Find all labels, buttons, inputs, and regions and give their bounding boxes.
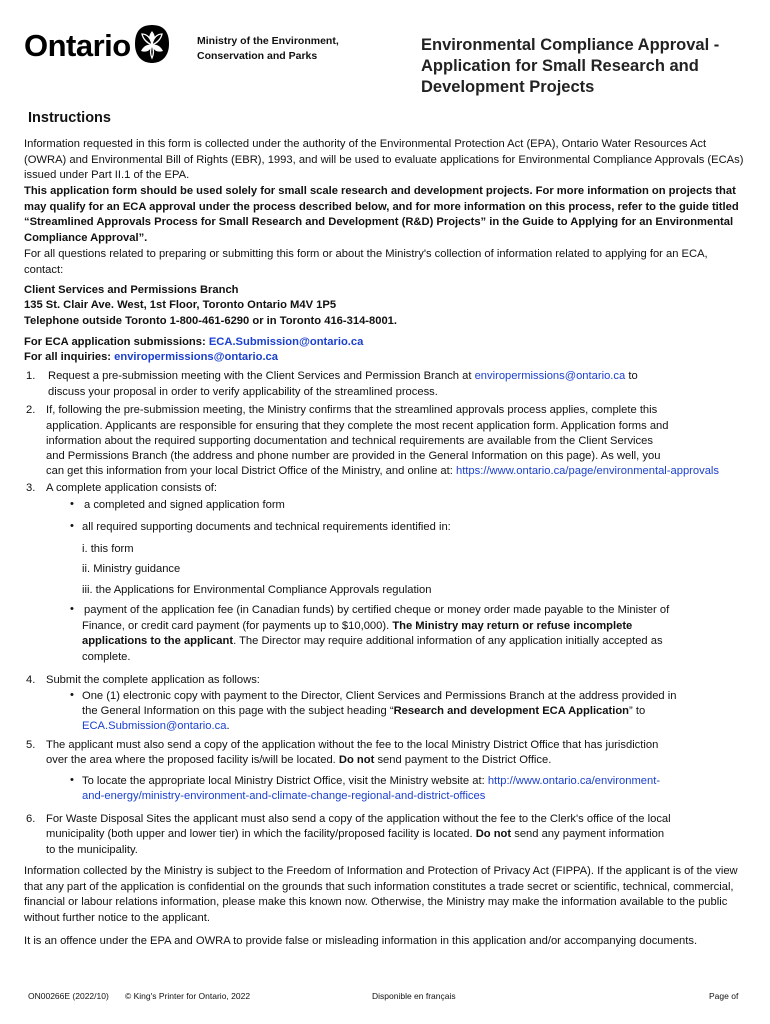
bullet-icon: • (70, 498, 74, 510)
submissions-email-link[interactable]: ECA.Submission@ontario.ca (208, 336, 364, 348)
page-title: Environmental Compliance Approval - Application for Small Research and Development Projects (421, 36, 720, 96)
step-3-intro: A complete application consists of: (46, 482, 218, 494)
submissions-line (24, 335, 363, 351)
step-4-bullet-line-2 (82, 704, 752, 720)
step-1-line-1 (48, 369, 748, 385)
bullet-icon: • (70, 774, 74, 786)
step-3-sub-i: i. this form (82, 543, 134, 555)
step-1-text-to: to (628, 370, 638, 382)
submissions-label: For ECA application submissions: (24, 336, 206, 348)
subject-heading: Research and development ECA Application (393, 705, 629, 717)
district-text-end: send payment to the District Office. (377, 754, 552, 766)
step-4-bullet-line-3 (82, 719, 230, 735)
step-5-line-1: The applicant must also send a copy of the application without the fee to the local Ministry District Office that has jurisdiction (46, 739, 659, 751)
waste-text: municipality (both upper and lower tier) in which the facility/proposed facility is located. (46, 828, 473, 840)
page-number: Page of (709, 991, 739, 1001)
fee-text: Finance, or credit card payment (for payments up to $10,000). (82, 620, 390, 632)
director-text: . The Director may require additional information of any application initially accepted as (233, 635, 663, 647)
step-4-intro: Submit the complete application as follows: (46, 674, 260, 686)
step-3-sub-iii: iii. the Applications for Environmental Compliance Approvals regulation (82, 584, 432, 596)
step-2-line-3: information about the required supporting documentation and technical requirements are available from the Client Services (46, 435, 653, 447)
district-text: over the area where the proposed facility is/will be located. (46, 754, 336, 766)
step-3-bullet-3-line-4: complete. (82, 651, 131, 663)
step-6-line-2 (46, 827, 756, 843)
subject-text: the General Information on this page with the subject heading “ (82, 705, 394, 717)
refuse-warning: The Ministry may return or refuse incomplete (392, 620, 633, 632)
step-3-bullet-3-line-2 (82, 619, 752, 635)
inquiries-email-link[interactable]: enviropermissions@ontario.ca (114, 351, 278, 363)
scope-paragraph: This application form should be used solely for small scale research and development projects. For more information on projects that may qualify for an ECA approval under the process described below, and for more information on this process, refer to the guide titled “Streamlined Approvals Process for Small Research and Development (R&D) Projects” in the Guide to Applying for an Environmental Compliance Approval”. (24, 185, 739, 244)
refuse-warning-end: applications to the applicant (82, 635, 234, 647)
copyright: © King's Printer for Ontario, 2022 (125, 991, 251, 1001)
district-offices-link-cont[interactable]: and-energy/ministry-environment-and-climate-change-regional-and-district-offices (82, 790, 486, 802)
step-3-bullet-3-line-3 (82, 634, 752, 650)
step-3-bullet-3-line-1: payment of the application fee (in Canadian funds) by certified cheque or money order made payable to the Minister of (84, 604, 670, 616)
bullet-icon: • (70, 520, 74, 532)
step-2-website-link[interactable]: https://www.ontario.ca/page/environmental-approvals (455, 465, 720, 477)
waste-text-end: send any payment information (514, 828, 665, 840)
intro-paragraph: Information requested in this form is collected under the authority of the Environmental Protection Act (EPA), Ontario Water Resources Act (OWRA) and Environmental Bill of Rights (EBR), 1993, and will be used to evaluate applications for Environmental Compliance Approvals (ECAs) issued under Part II.1 of the EPA. (24, 138, 744, 182)
step-3-bullet-2: all required supporting documents and technical requirements identified in: (82, 521, 451, 533)
fippa-paragraph: Information collected by the Ministry is subject to the Freedom of Information and Protection of Privacy Act (FIPPA). If the applicant is of the view that any part of the application is confidential on the grounds that such information constitutes a trade secret or scientific, technical, commercial, financial or labour relations information, please make this known now. Otherwise, the Ministry may make the information available to the public without further notice to the applicant. (24, 865, 738, 924)
step-4-bullet-line-1: One (1) electronic copy with payment to the Director, Client Services and Permissions Branch at the address provided in (82, 690, 677, 702)
step-6-line-3: to the municipality. (46, 844, 138, 856)
form-id: ON00266E (2022/10) (28, 991, 109, 1001)
trillium-icon (134, 24, 170, 64)
offence-paragraph: It is an offence under the EPA and OWRA to provide false or misleading information in this application and/or accompanying documents. (24, 935, 698, 947)
step-4-number: 4. (26, 674, 36, 686)
step-5-bullet-line-1 (82, 774, 752, 790)
step-2-line-4: and Permissions Branch (the address and phone number are provided in the General Information on this page). As well, you (46, 450, 661, 462)
period: . (226, 720, 230, 732)
bullet-icon: • (70, 603, 74, 615)
step-2-line-5 (46, 464, 746, 480)
step-2-number: 2. (26, 404, 36, 416)
step-1-text: Request a pre-submission meeting with the Client Services and Permission Branch at (48, 370, 472, 382)
step-1-email-link[interactable]: enviropermissions@ontario.ca (474, 370, 626, 382)
step-6-line-1: For Waste Disposal Sites the applicant must also send a copy of the application without the fee to the Clerk's office of the local (46, 813, 671, 825)
step-2-text: can get this information from your local District Office of the Ministry, and online at: (46, 465, 453, 477)
inquiries-line (24, 350, 278, 366)
ministry-name: Ministry of the Environment, Conservation and Parks (197, 35, 339, 62)
ontario-logo-text: Ontario (24, 28, 131, 63)
step-1-line-2: discuss your proposal in order to verify applicability of the streamlined process. (48, 386, 438, 398)
step-2-line-2: application. Applicants are responsible for ensuring that they complete the most recent application form. Application forms and (46, 420, 669, 432)
french-available: Disponible en français (372, 991, 456, 1001)
step-4-email-link[interactable]: ECA.Submission@ontario.ca (82, 720, 227, 732)
bullet-icon: • (70, 689, 74, 701)
contact-address: 135 St. Clair Ave. West, 1st Floor, Toronto Ontario M4V 1P5 (24, 299, 337, 311)
do-not-warning: Do not (338, 754, 375, 766)
step-5-line-2 (46, 753, 746, 769)
contact-phone: Telephone outside Toronto 1-800-461-6290 or in Toronto 416-314-8001. (24, 315, 398, 327)
step-1-number: 1. (26, 370, 36, 382)
district-locate-text: To locate the appropriate local Ministry District Office, visit the Ministry website at: (82, 775, 485, 787)
subject-text-end: ” to (629, 705, 646, 717)
contact-intro: For all questions related to preparing or submitting this form or about the Ministry's collection of information related to applying for an ECA, contact: (24, 248, 708, 276)
inquiries-label: For all inquiries: (24, 351, 112, 363)
step-3-bullet-1: a completed and signed application form (84, 499, 285, 511)
do-not-warning: Do not (475, 828, 512, 840)
contact-branch: Client Services and Permissions Branch (24, 284, 239, 296)
step-3-sub-ii: ii. Ministry guidance (82, 563, 181, 575)
instructions-heading: Instructions (28, 110, 111, 126)
step-6-number: 6. (26, 813, 36, 825)
district-offices-link[interactable]: http://www.ontario.ca/environment- (487, 775, 661, 787)
step-3-number: 3. (26, 482, 36, 494)
step-2-line-1: If, following the pre-submission meeting, the Ministry confirms that the streamlined approvals process applies, complete this (46, 404, 658, 416)
step-5-number: 5. (26, 739, 36, 751)
